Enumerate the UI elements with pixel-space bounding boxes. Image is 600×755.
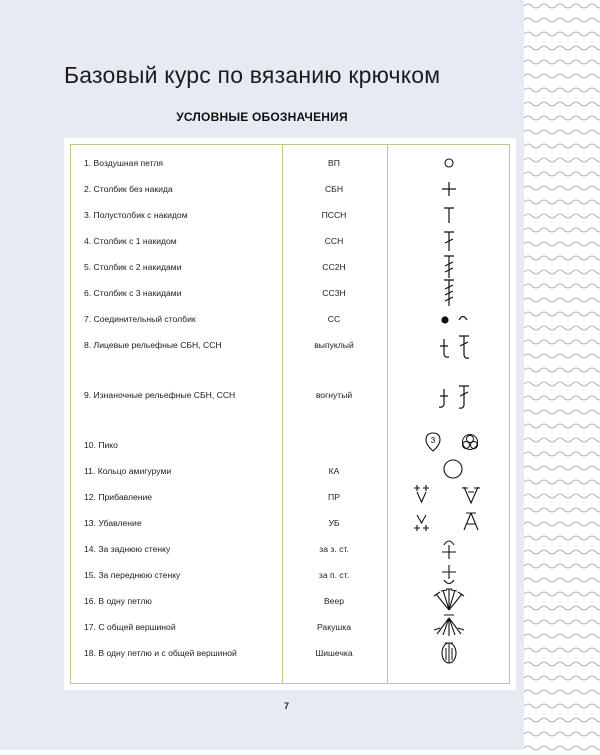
page-title: Базовый курс по вязанию крючком	[64, 62, 441, 88]
row-abbreviation: УБ	[328, 518, 340, 528]
table-row	[64, 644, 516, 662]
section-heading: УСЛОВНЫЕ ОБОЗНАЧЕНИЯ	[176, 110, 348, 124]
row-abbreviation: Шишечка	[315, 648, 353, 658]
row-label: 1. Воздушная петля	[84, 158, 164, 168]
row-label: 17. С общей вершиной	[84, 622, 176, 632]
back-post-icon	[388, 376, 510, 414]
row-abbreviation: выпуклый	[314, 340, 354, 350]
front-post-icon	[388, 326, 510, 364]
row-abbreviation: за з. ст.	[319, 544, 349, 554]
bobble-icon	[388, 634, 510, 672]
row-label: 3. Полустолбик с накидом	[84, 210, 188, 220]
row-label: 4. Столбик с 1 накидом	[84, 236, 177, 246]
row-abbreviation: Веер	[323, 596, 345, 606]
row-abbreviation: СБН	[324, 184, 344, 194]
row-label: 8. Лицевые рельефные СБН, ССН	[84, 340, 222, 350]
row-label: 7. Соединительный столбик	[84, 314, 196, 324]
row-abbreviation: за п. ст.	[318, 570, 350, 580]
row-label: 2. Столбик без накида	[84, 184, 173, 194]
row-abbreviation: СС2Н	[322, 262, 346, 272]
row-abbreviation: вогнутый	[315, 390, 353, 400]
row-abbreviation: Ракушка	[316, 622, 351, 632]
row-abbreviation: ВП	[328, 158, 340, 168]
table-row	[64, 336, 516, 354]
row-abbreviation: ПССН	[321, 210, 347, 220]
row-label: 14. За заднюю стенку	[84, 544, 171, 554]
row-abbreviation: ССН	[324, 236, 344, 246]
row-abbreviation: СС	[327, 314, 341, 324]
row-label: 18. В одну петлю и с общей вершиной	[84, 648, 237, 658]
row-abbreviation: ПР	[328, 492, 340, 502]
row-abbreviation: КА	[328, 466, 340, 476]
wave-decoration	[524, 0, 600, 750]
row-label: 15. За переднюю стенку	[84, 570, 181, 580]
row-label: 12. Прибавление	[84, 492, 153, 502]
table-row	[64, 386, 516, 404]
row-label: 9. Изнаночные рельефные СБН, ССН	[84, 390, 236, 400]
row-label: 16. В одну петлю	[84, 596, 152, 606]
svg-text:3: 3	[430, 436, 436, 445]
row-abbreviation: СС3Н	[322, 288, 346, 298]
row-label: 13. Убавление	[84, 518, 142, 528]
row-label: 5. Столбик с 2 накидами	[84, 262, 182, 272]
row-label: 11. Кольцо амигуруми	[84, 466, 172, 476]
row-label: 10. Пико	[84, 440, 118, 450]
symbols-table	[64, 138, 516, 690]
row-label: 6. Столбик с 3 накидами	[84, 288, 182, 298]
page-number: 7	[284, 701, 290, 711]
